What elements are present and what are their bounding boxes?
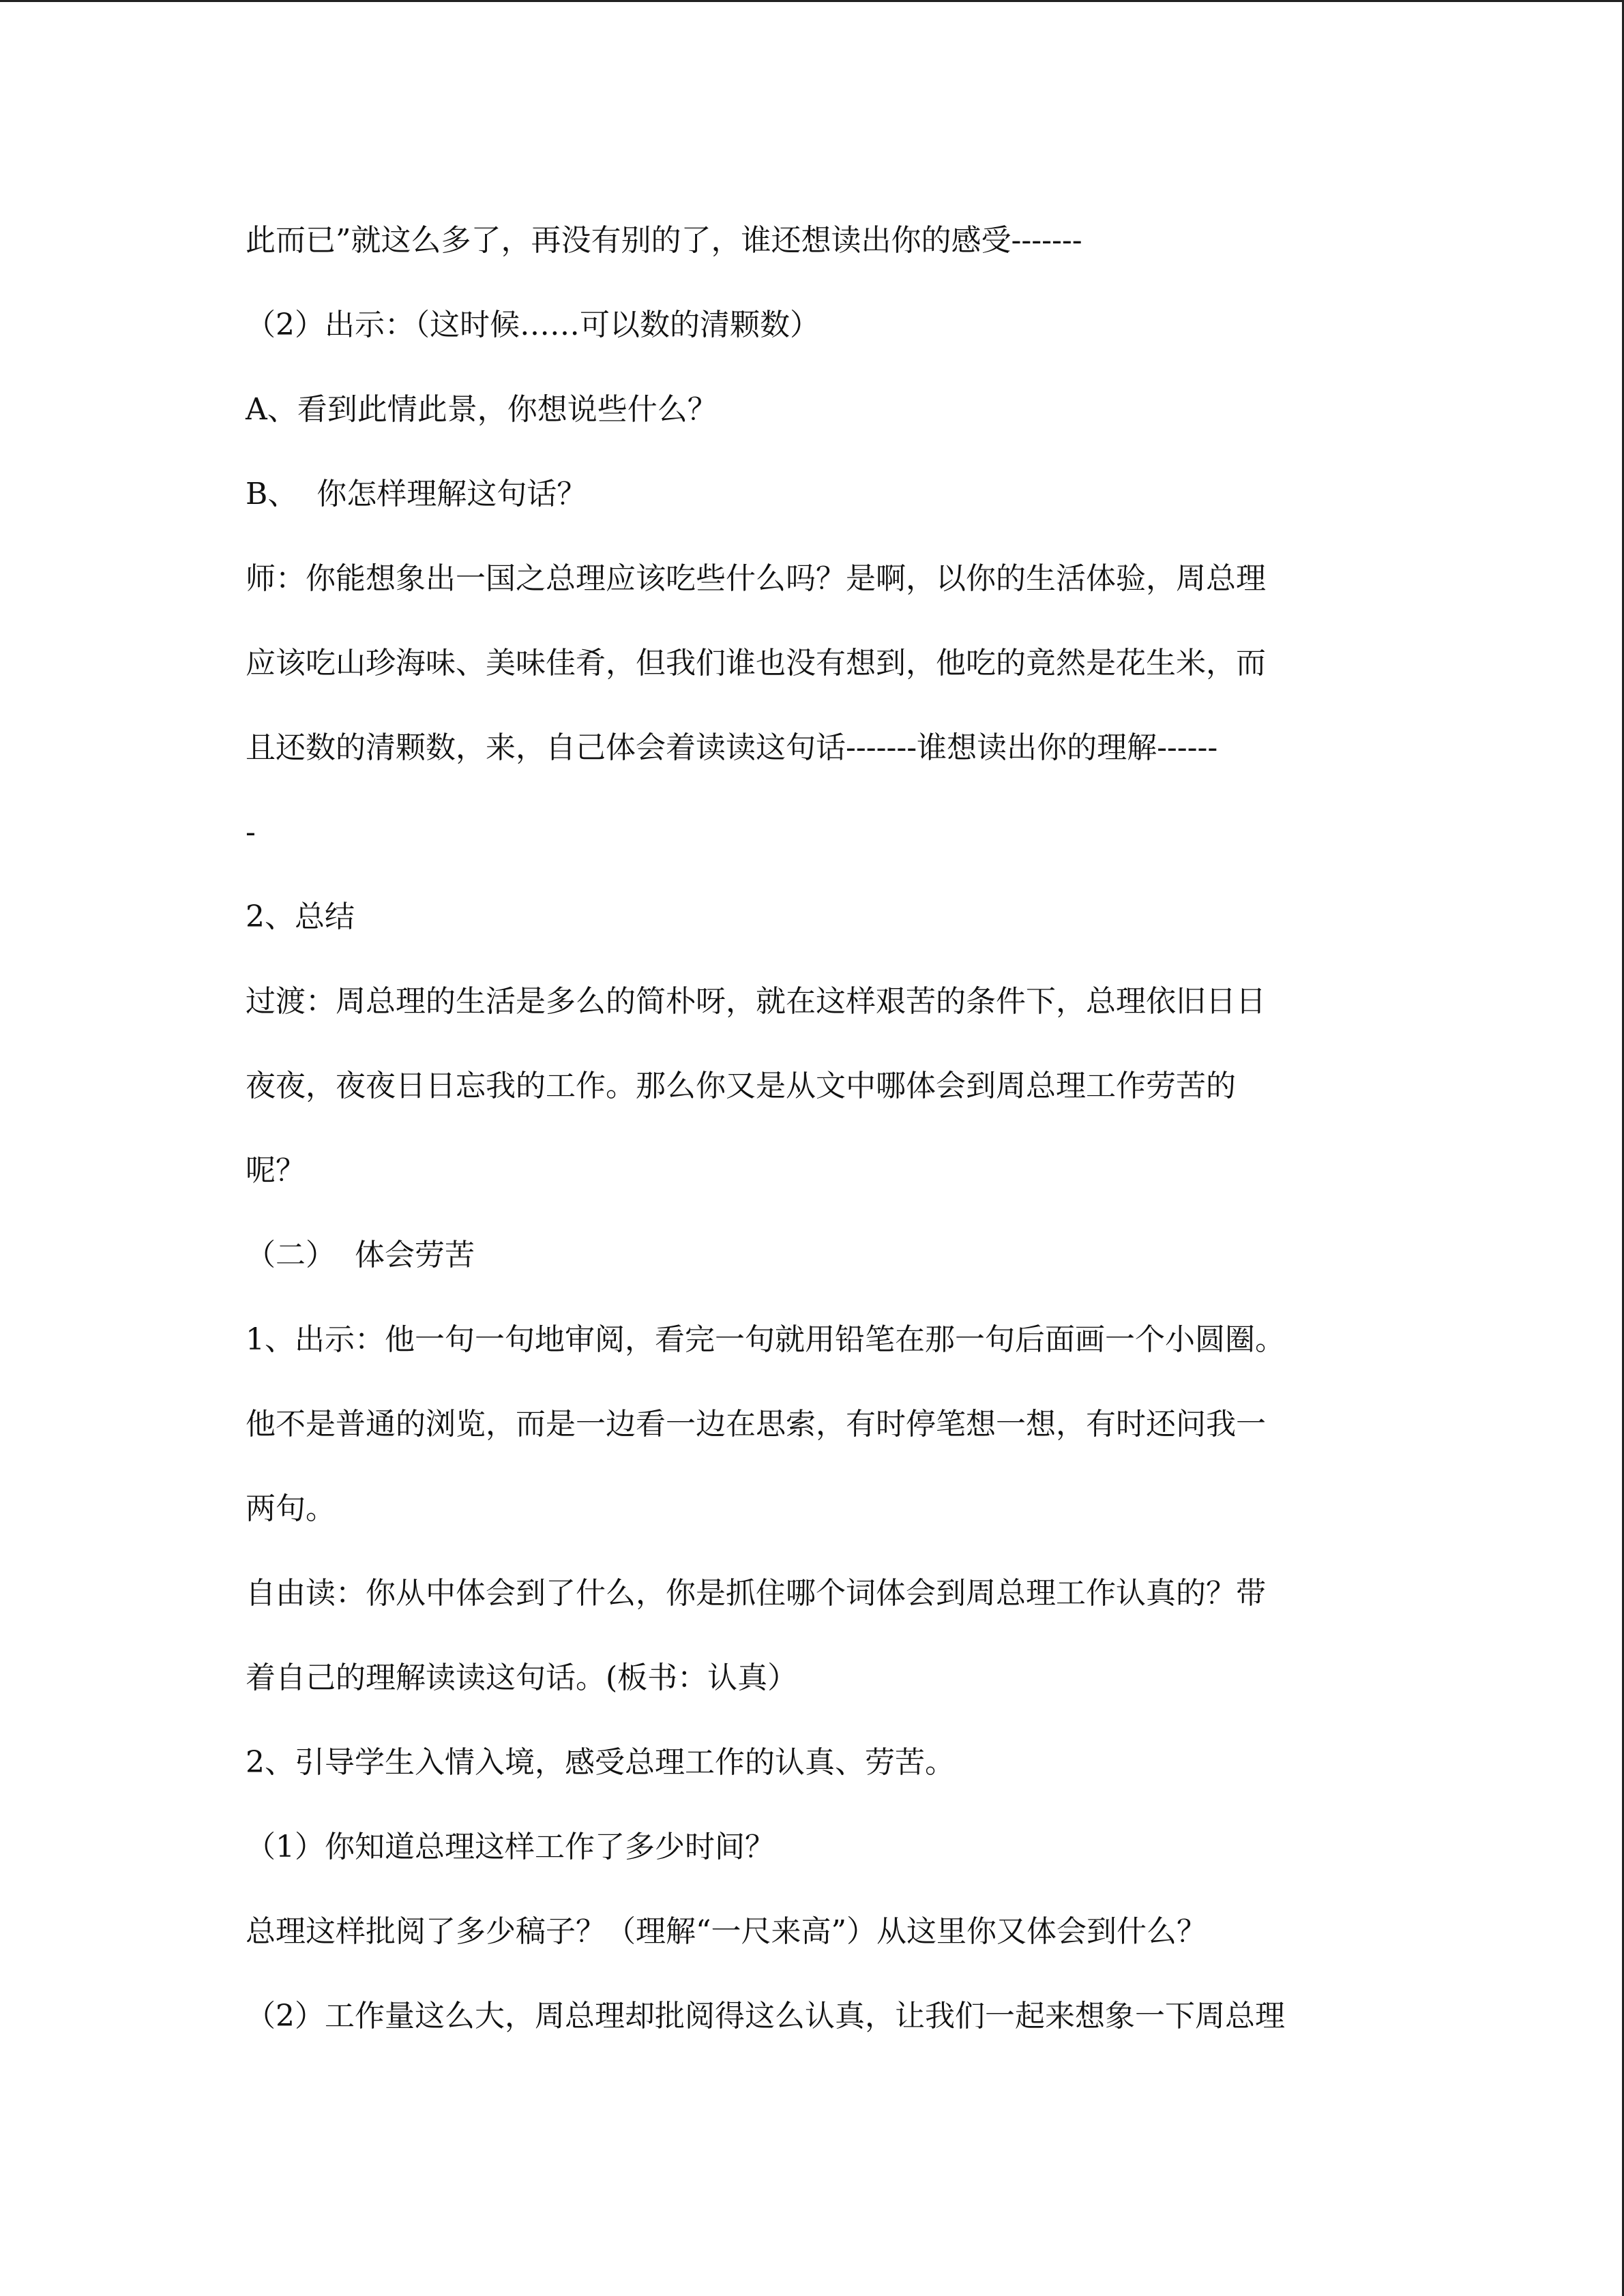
text-line: （2）工作量这么大，周总理却批阅得这么认真，让我们一起来想象一下周总理 bbox=[246, 1999, 1285, 2033]
text-line: 他不是普通的浏览，而是一边看一边在思索，有时停笔想一想，有时还问我一 bbox=[246, 1407, 1266, 1442]
section-heading: （二） 体会劳苦 bbox=[246, 1238, 475, 1272]
text-line: B、 你怎样理解这句话？ bbox=[246, 477, 587, 511]
text-line: 两句。 bbox=[246, 1491, 336, 1526]
text-line: 此而已”就这么多了，再没有别的了，谁还想读出你的感受------- bbox=[246, 223, 1082, 258]
section-heading: 2、总结 bbox=[246, 899, 355, 934]
text-line: 应该吃山珍海味、美味佳肴，但我们谁也没有想到，他吃的竟然是花生米，而 bbox=[246, 646, 1266, 681]
text-line: A、看到此情此景，你想说些什么？ bbox=[246, 392, 718, 427]
text-line: - bbox=[246, 815, 256, 850]
text-line: 师：你能想象出一国之总理应该吃些什么吗？是啊，以你的生活体验，周总理 bbox=[246, 561, 1266, 596]
text-line: 夜夜，夜夜日日忘我的工作。那么你又是从文中哪体会到周总理工作劳苦的 bbox=[246, 1069, 1236, 1103]
text-line: 总理这样批阅了多少稿子？（理解“一尺来高”）从这里你又体会到什么？ bbox=[246, 1914, 1207, 1949]
text-line: 呢？ bbox=[246, 1153, 306, 1188]
text-line: 自由读：你从中体会到了什么，你是抓住哪个词体会到周总理工作认真的？带 bbox=[246, 1576, 1266, 1611]
text-line: （1）你知道总理这样工作了多少时间？ bbox=[246, 1830, 775, 1864]
text-line: 且还数的清颗数，来，自己体会着读读这句话-------谁想读出你的理解------ bbox=[246, 730, 1218, 765]
text-line: 过渡：周总理的生活是多么的简朴呀，就在这样艰苦的条件下，总理依旧日日 bbox=[246, 984, 1266, 1019]
text-line: 1、出示：他一句一句地审阅，看完一句就用铅笔在那一句后面画一个小圆圈。 bbox=[246, 1322, 1285, 1357]
text-line: 2、引导学生入情入境，感受总理工作的认真、劳苦。 bbox=[246, 1745, 955, 1780]
text-line: 着自己的理解读读这句话。(板书：认真） bbox=[246, 1660, 798, 1695]
document-body bbox=[246, 198, 1405, 2059]
text-line: （2）出示：（这时候……可以数的清颗数） bbox=[246, 308, 820, 342]
